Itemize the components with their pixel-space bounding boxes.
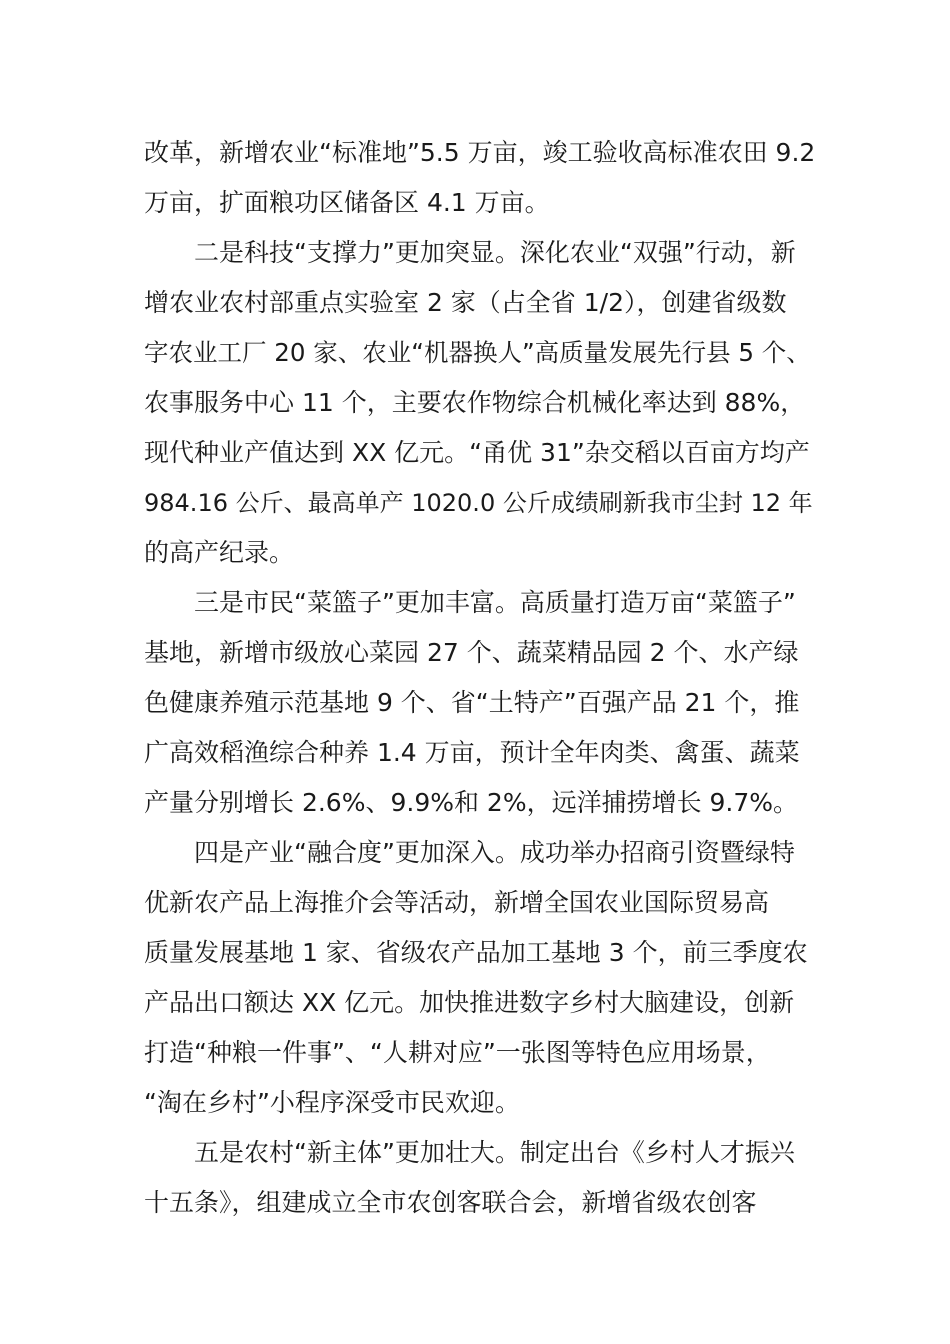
- text-line: 产量分别增长 2.6%、9.9%和 2%，远洋捕捞增长 9.7%。: [144, 788, 799, 817]
- text-line: 农事服务中心 11 个，主要农作物综合机械化率达到 88%，: [144, 388, 806, 417]
- paragraph-start-line: 二是科技“支撑力”更加突显。深化农业“双强”行动，新: [194, 238, 796, 267]
- text-line: 万亩，扩面粮功区储备区 4.1 万亩。: [144, 188, 550, 217]
- document-body: [144, 128, 816, 1228]
- text-line: 现代种业产值达到 XX 亿元。“甬优 31”杂交稻以百亩方均产: [144, 438, 810, 467]
- text-line: 字农业工厂 20 家、农业“机器换人”高质量发展先行县 5 个、: [144, 338, 811, 367]
- text-line: “淘在乡村”小程序深受市民欢迎。: [144, 1088, 520, 1117]
- text-line: 色健康养殖示范基地 9 个、省“土特产”百强产品 21 个，推: [144, 688, 800, 717]
- text-line: 打造“种粮一件事”、“人耕对应”一张图等特色应用场景，: [144, 1038, 771, 1067]
- paragraph-start-line: 三是市民“菜篮子”更加丰富。高质量打造万亩“菜篮子”: [194, 588, 796, 617]
- paragraph-start-line: 四是产业“融合度”更加深入。成功举办招商引资暨绿特: [194, 838, 795, 867]
- text-line: 的高产纪录。: [144, 538, 295, 567]
- text-line: 十五条》，组建成立全市农创客联合会，新增省级农创客: [144, 1188, 757, 1217]
- text-line: 984.16 公斤、最高单产 1020.0 公斤成绩刷新我市尘封 12 年: [144, 489, 813, 517]
- text-line: 产品出口额达 XX 亿元。加快推进数字乡村大脑建设，创新: [144, 988, 795, 1017]
- text-line: 改革，新增农业“标准地”5.5 万亩，竣工验收高标准农田 9.2: [144, 138, 816, 167]
- text-line: 基地，新增市级放心菜园 27 个、蔬菜精品园 2 个、水产绿: [144, 638, 799, 667]
- text-line: 质量发展基地 1 家、省级农产品加工基地 3 个，前三季度农: [144, 938, 808, 967]
- text-line: 增农业农村部重点实验室 2 家（占全省 1/2），创建省级数: [144, 288, 787, 317]
- text-line: 广高效稻渔综合种养 1.4 万亩，预计全年肉类、禽蛋、蔬菜: [144, 738, 800, 767]
- text-line: 优新农产品上海推介会等活动，新增全国农业国际贸易高: [144, 888, 770, 917]
- paragraph-start-line: 五是农村“新主体”更加壮大。制定出台《乡村人才振兴: [194, 1138, 795, 1167]
